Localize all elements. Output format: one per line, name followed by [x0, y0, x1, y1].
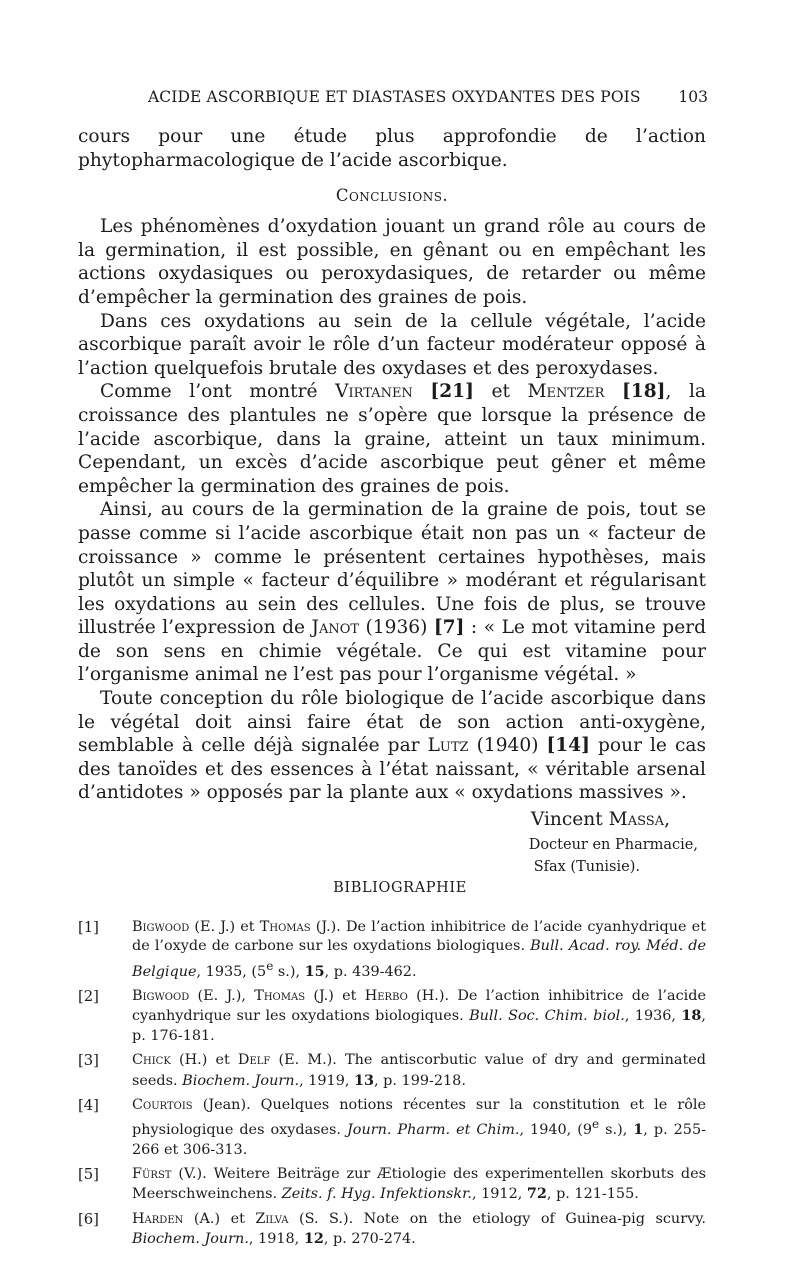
- citation-7: [7]: [433, 617, 465, 639]
- ref-text: , p. 176-181.: [132, 1008, 706, 1044]
- ref-text: (V.). Weitere Beiträge zur Ætiologie des experimentellen skorbuts des Meerschweinchens.: [132, 1166, 706, 1203]
- ref-text: , p. 121-155.: [546, 1186, 639, 1203]
- paragraph-3: [78, 380, 706, 498]
- ref-author: Thomas: [259, 919, 311, 935]
- ref-author: Thomas: [254, 988, 306, 1005]
- paragraph-5: [78, 687, 706, 805]
- ref-text: (J.). De l’action inhibitrice de l’acide cyanhydrique et de l’oxyde de carbone sur les oxydations biologiques.: [132, 919, 706, 955]
- ref-superscript: e: [592, 1117, 600, 1132]
- ref-text: , 1919,: [299, 1072, 354, 1089]
- ref-author: Courtois: [132, 1097, 193, 1114]
- ref-text: , 1918,: [248, 1231, 304, 1248]
- paragraph-4: [78, 498, 706, 687]
- reference-number: [5]: [78, 1166, 99, 1184]
- conclusions-heading: Conclusions.: [335, 186, 449, 206]
- ref-text: , 1935, (5: [196, 963, 267, 980]
- p5-text-a: Toute conception du rôle biologique de l’acide ascorbique dans le végétal doit ainsi faire état de son action anti-oxygène, semblable à celle déjà signalée par: [78, 688, 706, 757]
- p3-text-a: Comme l’ont montré: [100, 381, 336, 403]
- ref-volume: 12: [303, 1230, 324, 1248]
- author-last-name: Massa: [608, 809, 665, 831]
- signature-block: [78, 809, 706, 891]
- ref-text: (E. J.) et: [189, 919, 260, 935]
- bibliography-heading: BIBLIOGRAPHIE: [333, 880, 467, 896]
- ref-text: , p. 255-266 et 306-313.: [132, 1122, 706, 1158]
- author-virtanen: Virtanen: [335, 381, 413, 403]
- ref-author: Herbo: [364, 988, 408, 1005]
- p3-text-c: , la croissance des plantules ne s’opère que lorsque la présence de l’acide ascorbique, dans la graine, atteint un taux minimum. Cependant, un excès d’acide ascorbique peut gêner et même empêcher la germination des graines de pois.: [78, 381, 706, 497]
- author-first-name: Vincent: [530, 809, 609, 831]
- ref-text: (E. M.). The antiscorbutic value of dry and germinated seeds.: [132, 1052, 706, 1089]
- reference-number: [2]: [78, 988, 99, 1006]
- ref-author: Bigwood: [132, 988, 190, 1005]
- ref-journal: Journ. Pharm. et Chim.: [347, 1122, 520, 1139]
- ref-text: , 1912,: [471, 1186, 527, 1203]
- author-name: [531, 809, 670, 830]
- ref-superscript: e: [266, 958, 274, 973]
- ref-author: Bigwood: [132, 919, 190, 935]
- ref-text: , p. 439-462.: [324, 963, 417, 980]
- page-number: 103: [678, 88, 708, 106]
- citation-18: [18]: [621, 381, 666, 403]
- reference-number: [4]: [78, 1097, 99, 1115]
- author-mentzer: Mentzer: [527, 381, 605, 403]
- ref-text: s.),: [599, 1122, 634, 1139]
- paragraph-2: Dans ces oxydations au sein de la cellule végétale, l’acide ascorbique paraît avoir le rôle d’un facteur modérateur opposé à l’action quelquefois brutale des oxydases et des peroxydases.: [78, 310, 706, 379]
- author-janot: Janot: [311, 617, 360, 639]
- reference-number: [3]: [78, 1052, 99, 1070]
- ref-text: , p. 270-274.: [323, 1231, 416, 1248]
- citation-14: [14]: [546, 735, 590, 757]
- running-title: ACIDE ASCORBIQUE ET DIASTASES OXYDANTES DES POIS: [148, 88, 641, 106]
- reference-number: [1]: [78, 919, 99, 936]
- ref-journal: Biochem. Journ.: [182, 1072, 300, 1089]
- ref-author: Zilva: [255, 1210, 289, 1227]
- ref-author: Fürst: [132, 1166, 172, 1183]
- author-location: Sfax (Tunisie).: [533, 859, 640, 876]
- ref-volume: 72: [526, 1185, 547, 1203]
- ref-journal: Bull. Acad. roy. Méd. de Belgique: [132, 938, 707, 980]
- ref-volume: 18: [681, 1007, 702, 1025]
- ref-text: , 1936,: [624, 1008, 682, 1025]
- article-body: [78, 125, 706, 891]
- ref-text: , p. 199-218.: [374, 1072, 466, 1089]
- author-lutz: Lutz: [427, 735, 469, 757]
- ref-text: (Jean). Quelques notions récentes sur la constitution et le rôle physiologique des oxydases.: [132, 1097, 706, 1139]
- ref-volume: 13: [354, 1071, 375, 1089]
- p4-text-b: : « Le mot vitamine perd de son sens en chimie végétale. Ce qui est vitamine pour l’organisme animal ne l’est pas pour l’organisme végétal. »: [78, 617, 706, 686]
- reference-2: [78, 987, 706, 1046]
- ref-journal: Biochem. Journ.: [132, 1231, 249, 1248]
- reference-list: [78, 918, 706, 1255]
- ref-text: , 1940, (9: [519, 1122, 593, 1139]
- ref-author: Chick: [132, 1052, 171, 1069]
- p5-year: (1940): [468, 735, 547, 757]
- intro-paragraph: cours pour une étude plus approfondie de l’action phytopharmacologique de l’acide ascorbique.: [78, 126, 706, 171]
- paragraph-1: Les phénomènes d’oxydation jouant un grand rôle au cours de la germination, il est possible, en gênant ou en empêchant les actions oxydasiques ou peroxydasiques, de retarder ou même d’empêcher la germination des graines de pois.: [78, 216, 706, 308]
- reference-4: [78, 1096, 706, 1160]
- running-header: [148, 88, 708, 114]
- reference-5: [78, 1165, 706, 1205]
- ref-text: s.),: [273, 963, 305, 980]
- ref-text: (J.) et: [305, 988, 365, 1005]
- ref-author: Harden: [132, 1210, 184, 1227]
- reference-3: [78, 1051, 706, 1091]
- reference-number: [6]: [78, 1210, 99, 1228]
- citation-21: [21]: [430, 381, 474, 403]
- ref-text: (H.). De l’action inhibitrice de l’acide cyanhydrique sur les oxydations biologiques.: [132, 988, 706, 1025]
- author-title: Docteur en Pharmacie,: [528, 837, 698, 854]
- p5-text-b: pour le cas des tanoïdes et des essences à l’état naissant, « véritable arsenal d’antidotes » opposés par la plante aux « oxydations massives ».: [78, 735, 707, 804]
- ref-text: (A.) et: [183, 1210, 256, 1227]
- ref-text: (S. S.). Note on the etiology of Guinea-pig scurvy.: [288, 1210, 706, 1227]
- ref-volume: 1: [633, 1121, 644, 1139]
- reference-6: [78, 1210, 706, 1250]
- ref-text: (E. J.),: [189, 988, 255, 1005]
- ref-text: (H.) et: [170, 1052, 238, 1069]
- ref-journal: Bull. Soc. Chim. biol.: [469, 1008, 625, 1025]
- ref-volume: 15: [304, 962, 325, 980]
- p4-year: (1936): [359, 617, 434, 639]
- author-comma: ,: [664, 809, 670, 831]
- ref-journal: Zeits. f. Hyg. Infektionskr.: [281, 1186, 472, 1203]
- p4-text-a: Ainsi, au cours de la germination de la graine de pois, tout se passe comme si l’acide ascorbique était non pas un « facteur de croissance » comme le présentent certaines hypothèses, mais plutôt un simple « facteur d’équilibre » modérant et régularisant les oxydations au sein des cellules. Une fois de plus, se trouve illustrée l’expression de: [78, 499, 706, 639]
- p3-text-b: et: [473, 381, 528, 403]
- ref-author: Delf: [237, 1052, 271, 1069]
- reference-1: [78, 918, 706, 982]
